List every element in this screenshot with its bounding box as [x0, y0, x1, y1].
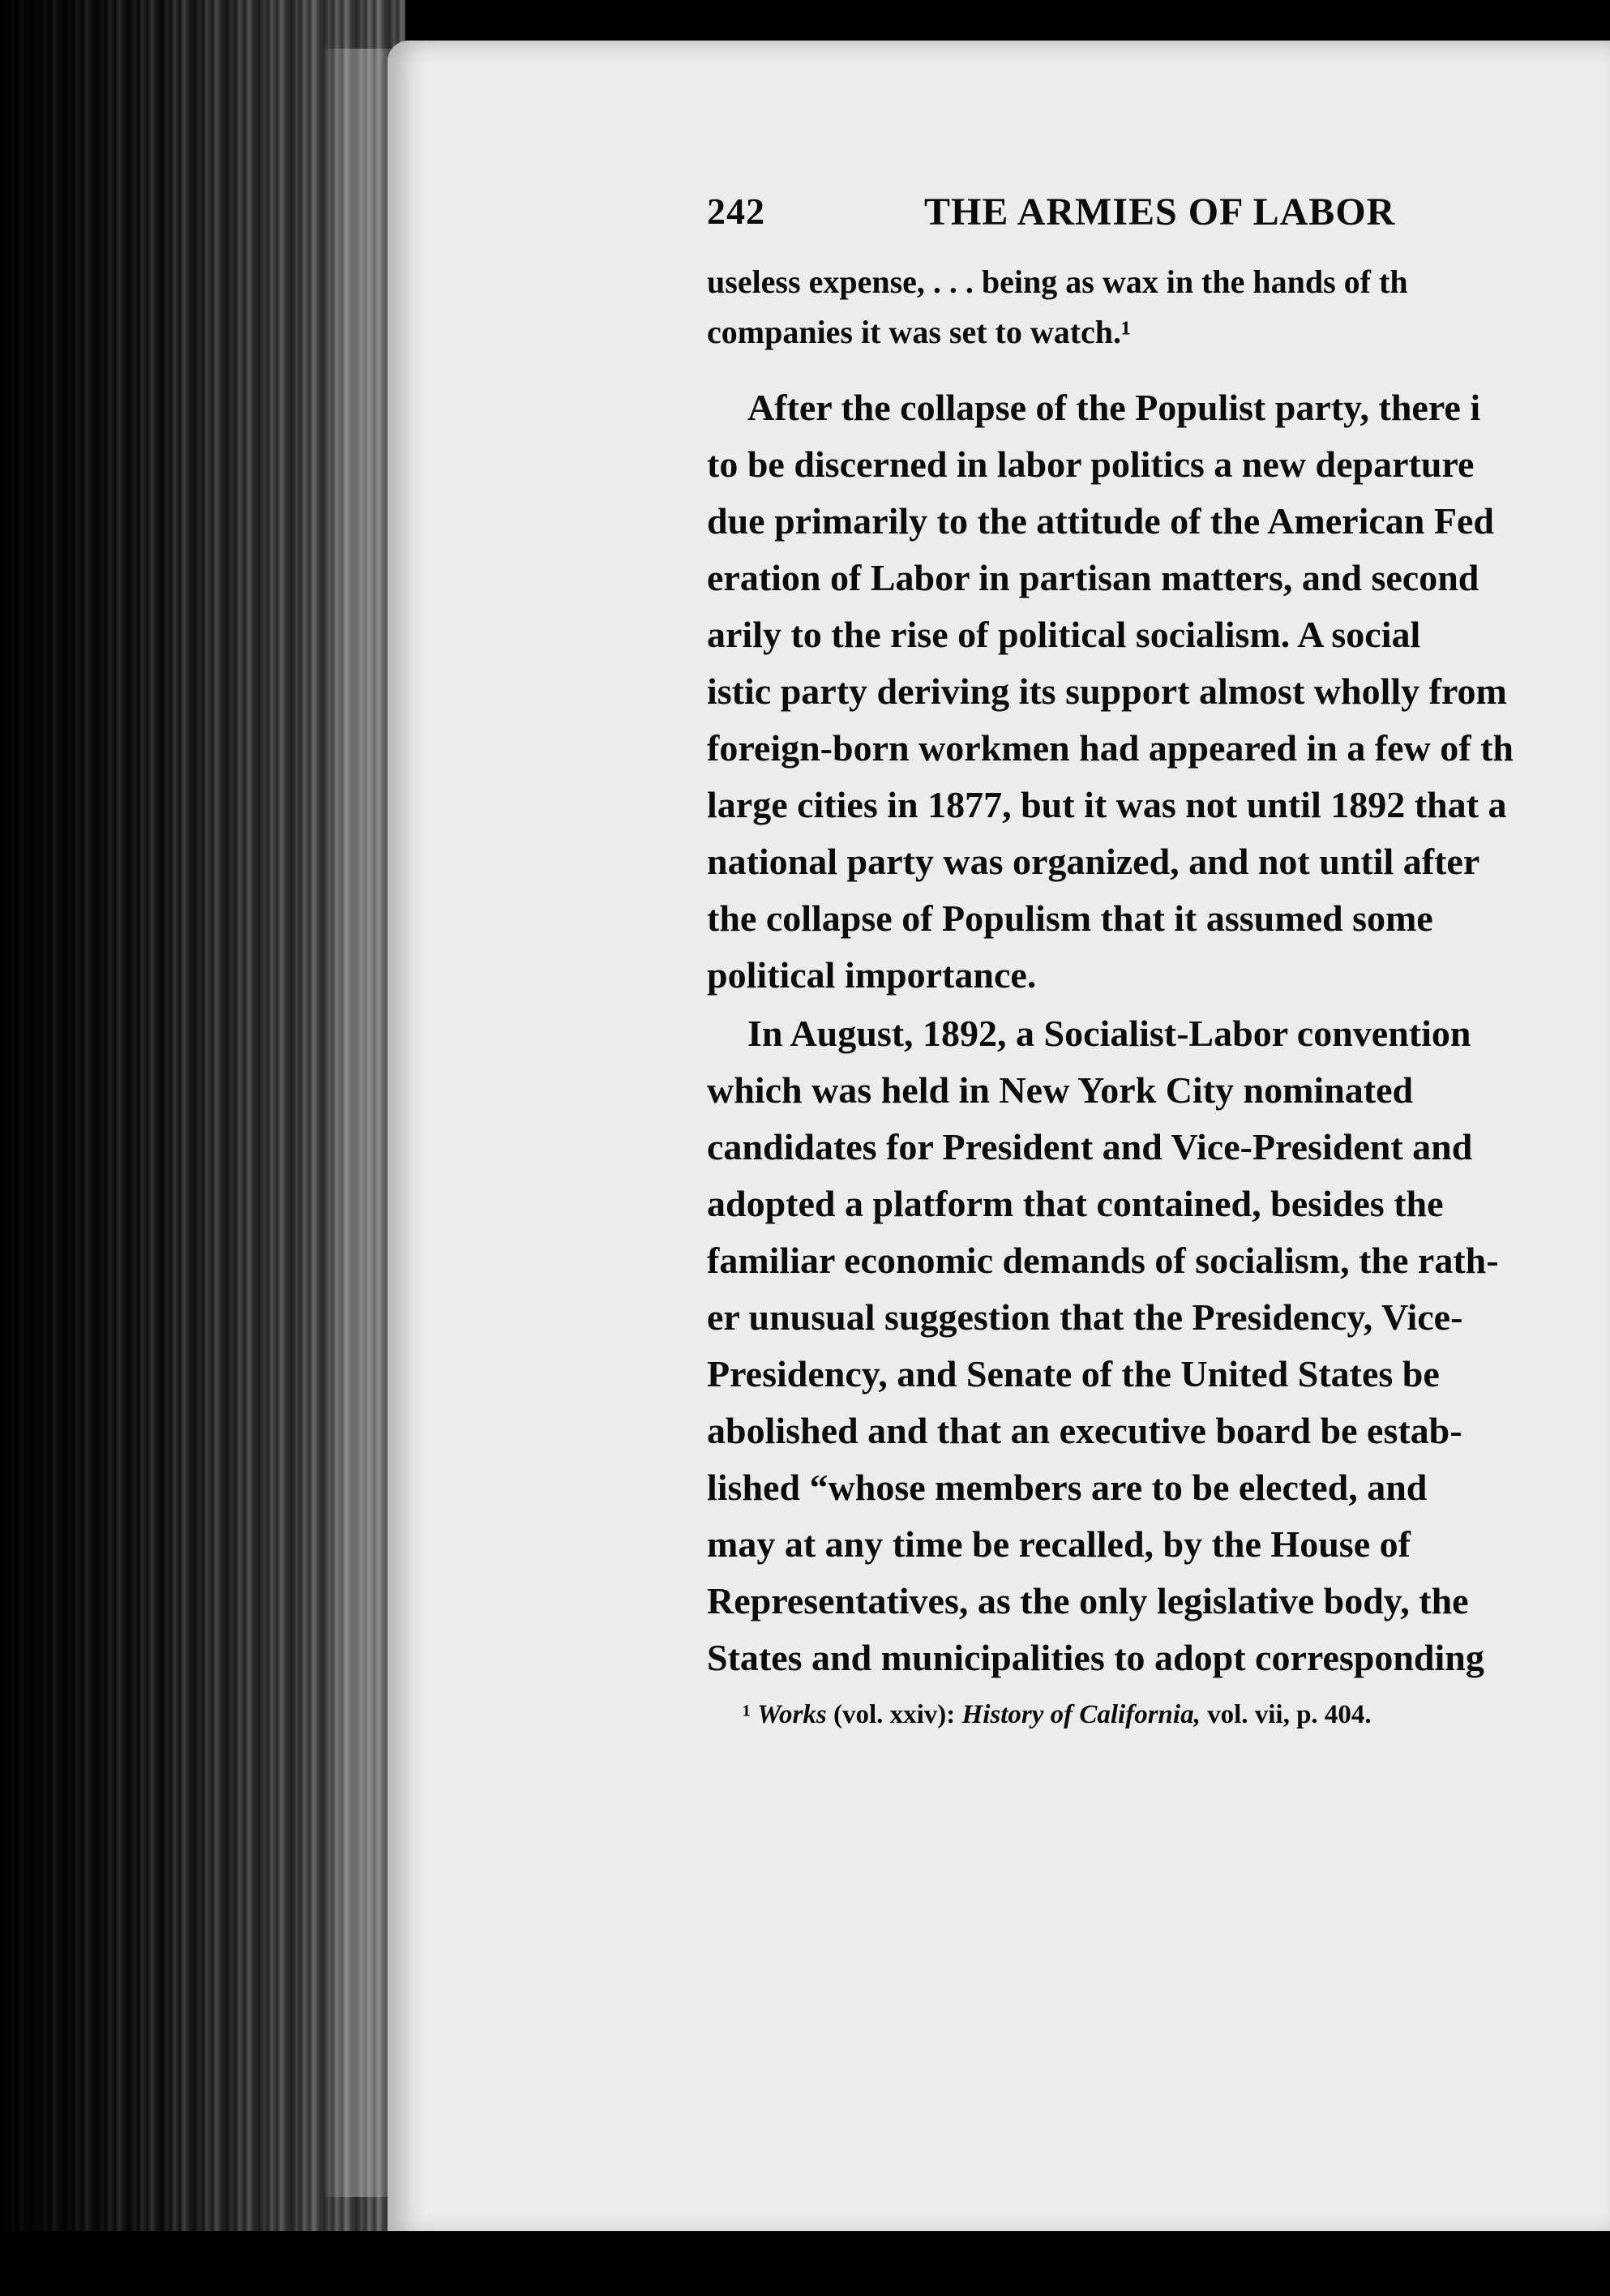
page-number: 242 [707, 191, 765, 232]
text-line: Presidency, and Senate of the United States be [707, 1353, 1440, 1394]
text-line: foreign-born workmen had appeared in a few of th [707, 727, 1514, 769]
text-line: useless expense, . . . being as wax in the hands of th [707, 263, 1408, 300]
body-text [707, 259, 1610, 2092]
spine-highlight [324, 49, 397, 2197]
text-line: companies it was set to watch.¹ [707, 314, 1132, 350]
text-line: er unusual suggestion that the Presidency, Vice- [707, 1296, 1463, 1338]
paragraph-start-line: After the collapse of the Populist party, there i [747, 387, 1481, 428]
text-line: abolished and that an executive board be estab- [707, 1410, 1462, 1451]
footnote [743, 1696, 1372, 1733]
text-line: Representatives, as the only legislative body, the [707, 1580, 1469, 1621]
text-line: national party was organized, and not until after [707, 841, 1480, 882]
running-title: THE ARMIES OF LABOR [924, 191, 1396, 233]
running-head [707, 190, 1610, 246]
text-line: States and municipalities to adopt corresponding [707, 1637, 1484, 1678]
text-line: may at any time be recalled, by the House of [707, 1523, 1411, 1565]
text-line: large cities in 1877, but it was not until 1892 that a [707, 784, 1507, 825]
text-line: istic party deriving its support almost wholly from [707, 670, 1507, 712]
text-line: candidates for President and Vice-President and [707, 1126, 1473, 1167]
footnote-volume: (vol. xxiv): [833, 1700, 956, 1729]
text-line: lished “whose members are to be elected, and [707, 1467, 1428, 1508]
text-line: the collapse of Populism that it assumed some [707, 897, 1433, 939]
text-line: to be discerned in labor politics a new departure [707, 443, 1475, 485]
text-line: which was held in New York City nominated [707, 1069, 1414, 1111]
text-line: familiar economic demands of socialism, the rath- [707, 1240, 1499, 1281]
text-line: arily to the rise of political socialism. A social [707, 614, 1421, 655]
text-line: due primarily to the attitude of the American Fed [707, 500, 1494, 542]
text-line: political importance. [707, 954, 1037, 996]
paragraph-start-line: In August, 1892, a Socialist-Labor convention [747, 1013, 1471, 1054]
footnote-citation: vol. vii, p. 404. [1207, 1700, 1372, 1729]
footnote-title: History of California, [961, 1700, 1201, 1729]
footnote-marker: ¹ [743, 1700, 751, 1729]
footnote-work: Works [757, 1700, 827, 1729]
scan-bottom-edge [0, 2231, 1610, 2296]
text-line: adopted a platform that contained, besides the [707, 1183, 1444, 1224]
text-line: eration of Labor in partisan matters, and second [707, 557, 1479, 598]
